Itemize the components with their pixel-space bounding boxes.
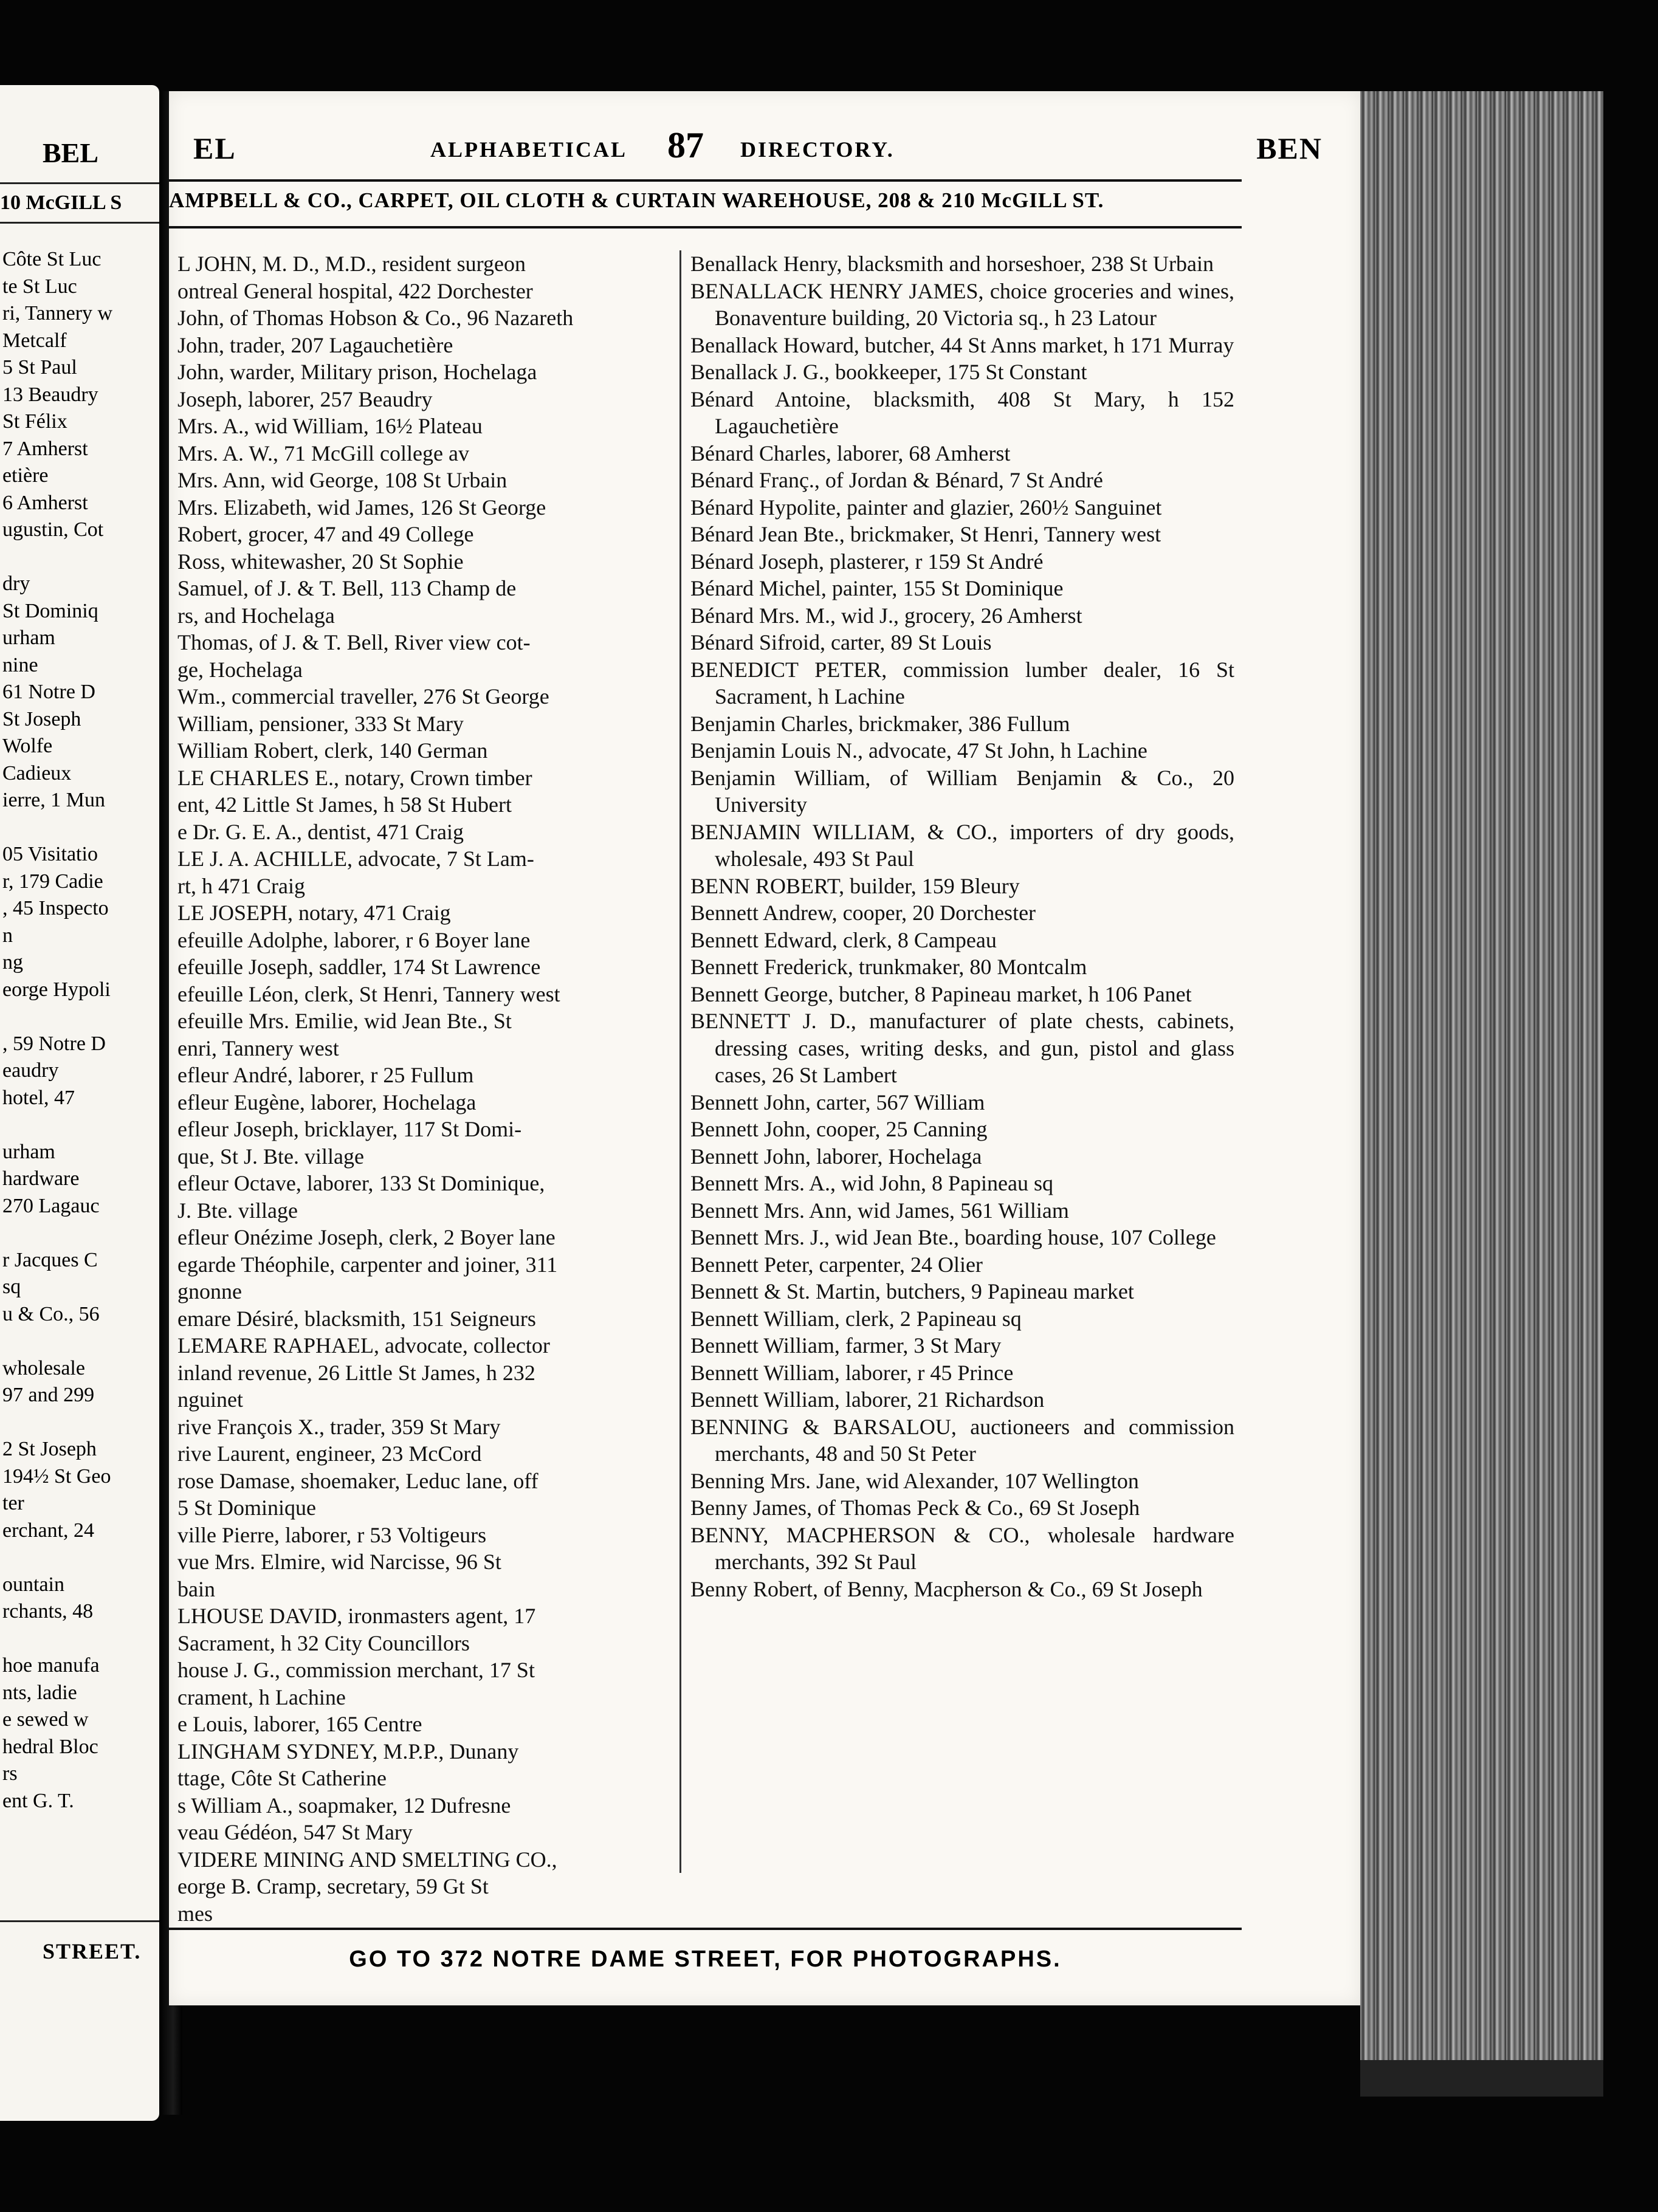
facing-entry-line: te St Luc: [2, 275, 77, 298]
facing-entry-line: [2, 1003, 112, 1031]
directory-entry: emare Désiré, blacksmith, 151 Seigneurs: [177, 1306, 536, 1331]
header-right-key: BEN: [1256, 131, 1323, 165]
facing-entry-line: [2, 1544, 112, 1571]
directory-entry: BENNY, MACPHERSON & CO., wholesale hardware merchants, 392 St Paul: [690, 1522, 1234, 1574]
facing-entry-line: nine: [2, 653, 38, 676]
directory-entry: Bénard Jean Bte., brickmaker, St Henri, Tannery west: [690, 522, 1161, 546]
directory-entry: LE JOSEPH, notary, 471 Craig: [177, 901, 451, 925]
directory-entry: Bénard Joseph, plasterer, r 159 St André: [690, 549, 1044, 574]
directory-entry: e Dr. G. E. A., dentist, 471 Craig: [177, 819, 464, 844]
directory-entry: efeuille Adolphe, laborer, r 6 Boyer lane: [177, 927, 531, 952]
directory-entry: Bennett Mrs. Ann, wid James, 561 William: [690, 1198, 1069, 1223]
directory-entry: Mrs. Ann, wid George, 108 St Urbain: [177, 468, 507, 492]
header-title-right: DIRECTORY.: [740, 137, 895, 162]
facing-footer: STREET.: [43, 1939, 142, 1963]
facing-entry-line: Wolfe: [2, 735, 53, 757]
directory-entry: VIDERE MINING AND SMELTING CO.,: [177, 1847, 557, 1872]
directory-entry: BENALLACK HENRY JAMES, choice groceries and wines, Bonaventure building, 20 Victoria sq., h 23 Latour: [690, 278, 1234, 330]
directory-entry: rose Damase, shoemaker, Leduc lane, off: [177, 1468, 538, 1493]
facing-entry-line: , 59 Notre D: [2, 1032, 106, 1055]
facing-entry-line: Metcalf: [2, 329, 67, 352]
directory-entry: efleur Joseph, bricklayer, 117 St Domi-: [177, 1117, 522, 1141]
facing-entry-line: ent G. T.: [2, 1789, 74, 1812]
facing-rule: [0, 1920, 159, 1922]
directory-entry: vue Mrs. Elmire, wid Narcisse, 96 St: [177, 1550, 501, 1574]
directory-entry: L JOHN, M. D., M.D., resident surgeon: [177, 252, 526, 276]
facing-rule: [0, 222, 159, 224]
facing-entry-line: St Dominiq: [2, 599, 98, 622]
directory-entry: Bénard Franç., of Jordan & Bénard, 7 St André: [690, 468, 1103, 492]
directory-entry: John, trader, 207 Lagauchetière: [177, 332, 453, 357]
facing-entry-line: 5 St Paul: [2, 356, 77, 379]
directory-entry: mes: [177, 1901, 213, 1926]
directory-entry: e Louis, laborer, 165 Centre: [177, 1712, 422, 1736]
directory-entry: Benallack Howard, butcher, 44 St Anns market, h 171 Murray: [690, 332, 1234, 357]
directory-entry: John, of Thomas Hobson & Co., 96 Nazareth: [177, 306, 574, 330]
facing-entry-line: 97 and 299: [2, 1384, 95, 1406]
facing-entries: [2, 246, 112, 1815]
directory-entry: Benallack J. G., bookkeeper, 175 St Constant: [690, 360, 1087, 384]
directory-entry: Benjamin William, of William Benjamin & Co., 20 University: [690, 765, 1234, 817]
facing-entry-line: [2, 1111, 112, 1139]
facing-entry-line: St Joseph: [2, 707, 81, 730]
directory-entry: inland revenue, 26 Little St James, h 232: [177, 1360, 535, 1385]
facing-entry-line: wholesale: [2, 1356, 85, 1379]
directory-entry: Benny Robert, of Benny, Macpherson & Co., 69 St Joseph: [690, 1576, 1203, 1601]
directory-entry: LHOUSE DAVID, ironmasters agent, 17: [177, 1604, 536, 1628]
directory-entry: Mrs. Elizabeth, wid James, 126 St George: [177, 495, 546, 520]
directory-entry: Bennett Mrs. J., wid Jean Bte., boarding house, 107 College: [690, 1225, 1216, 1249]
facing-entry-line: 05 Visitatio: [2, 843, 98, 865]
facing-entry-line: sq: [2, 1276, 21, 1298]
header-left-key: EL: [193, 131, 236, 165]
facing-entry-line: e sewed w: [2, 1708, 89, 1731]
facing-page-fragment: [0, 85, 159, 2121]
directory-entry: John, warder, Military prison, Hochelaga: [177, 360, 537, 384]
facing-entry-line: 2 St Joseph: [2, 1438, 97, 1460]
facing-entry-line: nts, ladie: [2, 1681, 77, 1704]
directory-entry: efeuille Léon, clerk, St Henri, Tannery west: [177, 981, 560, 1006]
facing-entry-line: dry: [2, 572, 30, 595]
directory-entry: Sacrament, h 32 City Councillors: [177, 1630, 470, 1655]
directory-entry: Benny James, of Thomas Peck & Co., 69 St Joseph: [690, 1496, 1140, 1520]
facing-entry-line: rs: [2, 1762, 18, 1785]
directory-entry: Bennett William, farmer, 3 St Mary: [690, 1333, 1002, 1358]
facing-entry-line: [2, 1626, 112, 1653]
directory-entry: efleur Eugène, laborer, Hochelaga: [177, 1090, 476, 1115]
directory-entry: Bénard Antoine, blacksmith, 408 St Mary, h 152 Lagauchetière: [690, 386, 1234, 438]
facing-entry-line: 6 Amherst: [2, 491, 88, 514]
directory-entry: Benjamin Louis N., advocate, 47 St John, h Lachine: [690, 738, 1147, 763]
directory-entry: s William A., soapmaker, 12 Dufresne: [177, 1793, 511, 1818]
directory-entry: LEMARE RAPHAEL, advocate, collector: [177, 1333, 550, 1358]
facing-entry-line: ri, Tannery w: [2, 302, 113, 325]
directory-entry: ge, Hochelaga: [177, 657, 303, 682]
directory-entry: William, pensioner, 333 St Mary: [177, 711, 464, 736]
directory-entry: rive François X., trader, 359 St Mary: [177, 1414, 501, 1439]
directory-entry: rive Laurent, engineer, 23 McCord: [177, 1441, 482, 1466]
directory-entry: ville Pierre, laborer, r 53 Voltigeurs: [177, 1522, 487, 1547]
directory-entry: efleur Onézime Joseph, clerk, 2 Boyer lane: [177, 1225, 556, 1249]
directory-entry: Bennett George, butcher, 8 Papineau market, h 106 Panet: [690, 981, 1192, 1006]
directory-entry: William Robert, clerk, 140 German: [177, 738, 488, 763]
entries-left-column: [177, 250, 673, 1927]
directory-entry: Bénard Mrs. M., wid J., grocery, 26 Amherst: [690, 603, 1082, 628]
directory-entry: Bénard Charles, laborer, 68 Amherst: [690, 441, 1011, 465]
directory-entry: Bennett William, laborer, 21 Richardson: [690, 1387, 1045, 1412]
column-divider: [679, 250, 681, 1873]
facing-entry-line: erchant, 24: [2, 1519, 95, 1542]
facing-entry-line: hotel, 47: [2, 1086, 75, 1109]
directory-entry: LE J. A. ACHILLE, advocate, 7 St Lam-: [177, 847, 534, 871]
banner-rule: [169, 226, 1242, 228]
directory-entry: Bennett John, laborer, Hochelaga: [690, 1144, 982, 1169]
entries-right-column: [690, 250, 1234, 1602]
facing-entry-line: hardware: [2, 1167, 80, 1190]
directory-entry: BENNING & BARSALOU, auctioneers and commission merchants, 48 and 50 St Peter: [690, 1414, 1234, 1466]
directory-entry: Robert, grocer, 47 and 49 College: [177, 522, 474, 546]
facing-entry-line: 194½ St Geo: [2, 1465, 111, 1488]
header-rule: [169, 179, 1242, 182]
directory-entry: veau Gédéon, 547 St Mary: [177, 1820, 413, 1844]
facing-running-head: BEL: [43, 137, 99, 168]
directory-entry: ttage, Côte St Catherine: [177, 1766, 387, 1790]
facing-entry-line: n: [2, 924, 13, 947]
directory-entry: Mrs. A. W., 71 McGill college av: [177, 441, 469, 465]
directory-entry: Bennett William, clerk, 2 Papineau sq: [690, 1306, 1022, 1331]
directory-entry: 5 St Dominique: [177, 1496, 317, 1520]
facing-entry-line: u & Co., 56: [2, 1302, 100, 1325]
directory-entry: crament, h Lachine: [177, 1685, 346, 1709]
directory-entry: bain: [177, 1576, 215, 1601]
directory-entry: Bennett Mrs. A., wid John, 8 Papineau sq: [690, 1171, 1053, 1195]
facing-rule: [0, 182, 159, 184]
facing-entry-line: [2, 544, 112, 571]
directory-entry: BENEDICT PETER, commission lumber dealer, 16 St Sacrament, h Lachine: [690, 657, 1234, 709]
directory-entry: rt, h 471 Craig: [177, 873, 305, 898]
facing-entry-line: Côte St Luc: [2, 248, 101, 270]
directory-entry: que, St J. Bte. village: [177, 1144, 364, 1169]
facing-entry-line: [2, 814, 112, 842]
facing-entry-line: etière: [2, 464, 49, 487]
directory-entry: Benjamin Charles, brickmaker, 386 Fullum: [690, 711, 1070, 736]
directory-page: [169, 91, 1360, 2005]
facing-entry-line: , 45 Inspecto: [2, 897, 109, 919]
directory-entry: J. Bte. village: [177, 1198, 298, 1223]
facing-entry-line: eaudry: [2, 1059, 59, 1082]
directory-entry: efeuille Joseph, saddler, 174 St Lawrence: [177, 955, 541, 979]
facing-entry-line: urham: [2, 627, 55, 649]
facing-entry-line: 61 Notre D: [2, 681, 95, 703]
directory-entry: BENJAMIN WILLIAM, & CO., importers of dry goods, wholesale, 493 St Paul: [690, 819, 1234, 871]
directory-entry: BENNETT J. D., manufacturer of plate chests, cabinets, dressing cases, writing desks, and gun, pistol and glass cases, 26 St Lambert: [690, 1009, 1234, 1087]
directory-entry: Bennett William, laborer, r 45 Prince: [690, 1360, 1014, 1385]
facing-entry-line: r Jacques C: [2, 1248, 98, 1271]
directory-entry: enri, Tannery west: [177, 1036, 339, 1060]
page-number: 87: [667, 125, 704, 165]
advert-banner: AMPBELL & CO., CARPET, OIL CLOTH & CURTAIN WAREHOUSE, 208 & 210 McGILL ST.: [169, 188, 1104, 212]
header-title-left: ALPHABETICAL: [430, 137, 628, 162]
directory-entry: Bennett Edward, clerk, 8 Campeau: [690, 927, 997, 952]
facing-entry-line: ng: [2, 951, 23, 974]
facing-entry-line: [2, 1409, 112, 1437]
directory-entry: Bénard Michel, painter, 155 St Dominique: [690, 576, 1064, 600]
facing-entry-line: 13 Beaudry: [2, 383, 98, 406]
page-block-shadow: [1360, 2060, 1603, 2097]
directory-entry: Ross, whitewasher, 20 St Sophie: [177, 549, 464, 574]
facing-entry-line: St Félix: [2, 410, 67, 433]
directory-entry: efeuille Mrs. Emilie, wid Jean Bte., St: [177, 1009, 512, 1033]
directory-entry: ontreal General hospital, 422 Dorchester: [177, 278, 533, 303]
directory-entry: efleur André, laborer, r 25 Fullum: [177, 1063, 474, 1087]
directory-entry: Mrs. A., wid William, 16½ Plateau: [177, 414, 483, 438]
directory-entry: LE CHARLES E., notary, Crown timber: [177, 765, 532, 790]
facing-entry-line: hoe manufa: [2, 1654, 100, 1677]
facing-entry-line: ierre, 1 Mun: [2, 789, 106, 811]
running-header: [181, 125, 1360, 173]
directory-entry: Bennett Peter, carpenter, 24 Olier: [690, 1252, 983, 1277]
directory-entry: BENN ROBERT, builder, 159 Bleury: [690, 873, 1020, 898]
directory-entry: Samuel, of J. & T. Bell, 113 Champ de: [177, 576, 517, 600]
directory-entry: eorge B. Cramp, secretary, 59 Gt St: [177, 1874, 489, 1898]
facing-entry-line: [2, 1220, 112, 1247]
facing-entry-line: ugustin, Cot: [2, 518, 104, 541]
directory-entry: efleur Octave, laborer, 133 St Dominique,: [177, 1171, 545, 1195]
facing-entry-line: Cadieux: [2, 761, 72, 785]
directory-entry: egarde Théophile, carpenter and joiner, 311: [177, 1252, 558, 1277]
facing-entry-line: ter: [2, 1492, 24, 1514]
directory-entry: Thomas, of J. & T. Bell, River view cot-: [177, 630, 531, 654]
directory-entry: Bénard Sifroid, carter, 89 St Louis: [690, 630, 992, 654]
facing-entry-line: [2, 1328, 112, 1355]
facing-entry-line: rchants, 48: [2, 1600, 94, 1623]
directory-entry: Benallack Henry, blacksmith and horseshoer, 238 St Urbain: [690, 252, 1214, 276]
directory-entry: ent, 42 Little St James, h 58 St Hubert: [177, 792, 512, 817]
directory-entry: Wm., commercial traveller, 276 St George: [177, 684, 549, 709]
directory-entry: nguinet: [177, 1387, 243, 1412]
directory-entry: Bennett John, carter, 567 William: [690, 1090, 985, 1115]
facing-entry-line: hedral Bloc: [2, 1735, 98, 1758]
facing-entry-line: urham: [2, 1140, 55, 1163]
directory-entry: Bénard Hypolite, painter and glazier, 260½ Sanguinet: [690, 495, 1162, 520]
directory-entry: Bennett Andrew, cooper, 20 Dorchester: [690, 901, 1036, 925]
directory-entry: LINGHAM SYDNEY, M.P.P., Dunany: [177, 1739, 519, 1764]
directory-entry: gnonne: [177, 1279, 242, 1304]
footer-rule: [169, 1928, 1242, 1930]
directory-entry: house J. G., commission merchant, 17 St: [177, 1658, 535, 1682]
directory-entry: rs, and Hochelaga: [177, 603, 335, 628]
facing-banner: 10 McGILL S: [0, 191, 122, 214]
facing-entry-line: 7 Amherst: [2, 437, 88, 460]
advert-footer: GO TO 372 NOTRE DAME STREET, FOR PHOTOGRAPHS.: [349, 1946, 1062, 1972]
facing-entry-line: 270 Lagauc: [2, 1194, 100, 1217]
page-block-edge: [1360, 91, 1603, 2060]
facing-entry-line: r, 179 Cadie: [2, 870, 103, 893]
directory-entry: Bennett Frederick, trunkmaker, 80 Montcalm: [690, 955, 1087, 979]
directory-entry: Bennett & St. Martin, butchers, 9 Papineau market: [690, 1279, 1134, 1304]
directory-entry: Benning Mrs. Jane, wid Alexander, 107 Wellington: [690, 1468, 1139, 1493]
directory-entry: Bennett John, cooper, 25 Canning: [690, 1117, 988, 1141]
directory-entry: Joseph, laborer, 257 Beaudry: [177, 386, 433, 411]
facing-entry-line: eorge Hypoli: [2, 978, 111, 1001]
facing-entry-line: ountain: [2, 1573, 64, 1596]
